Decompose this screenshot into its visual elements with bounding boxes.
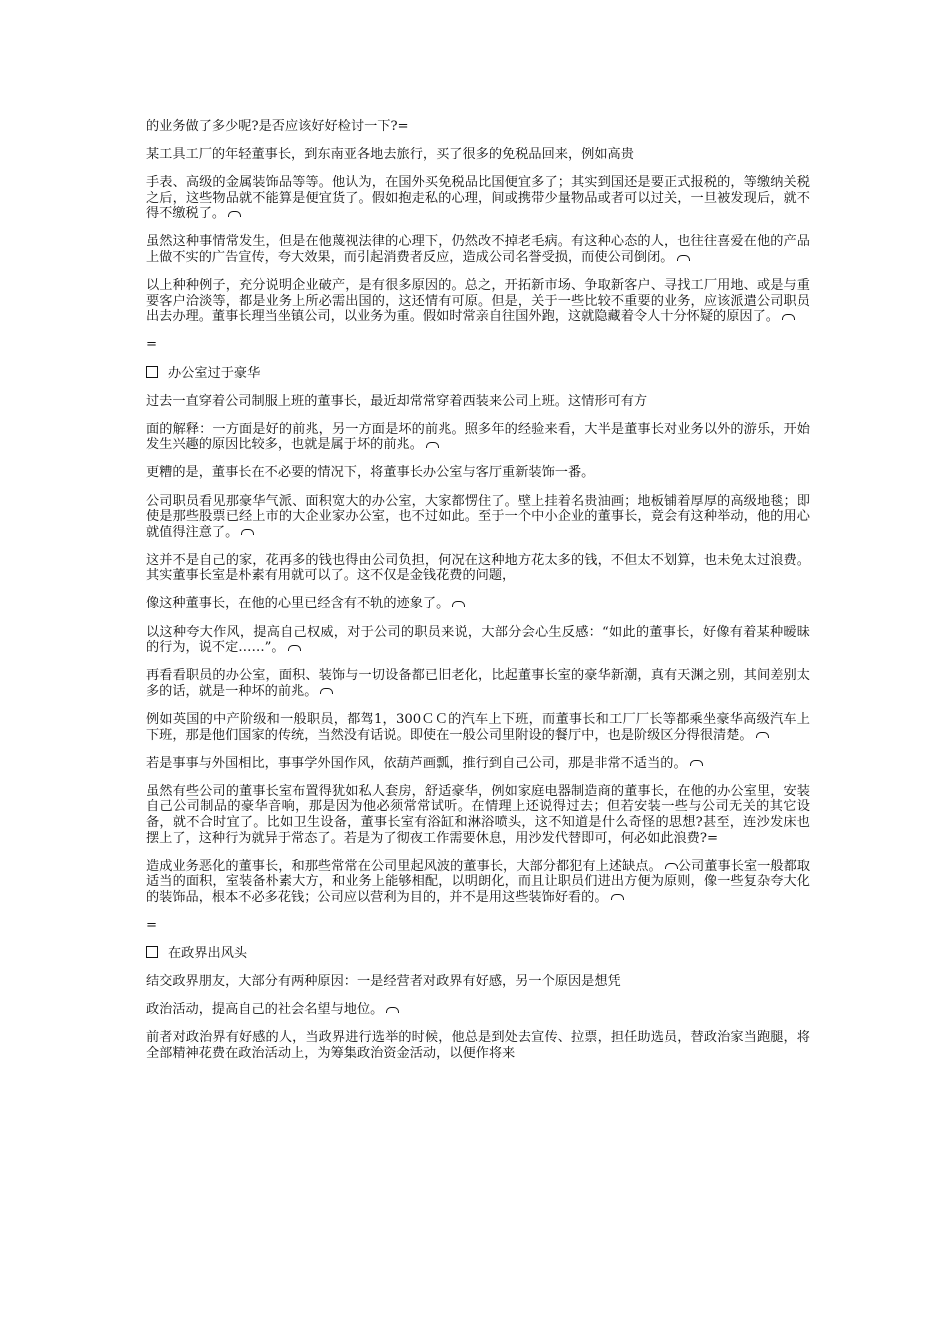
- paragraph: 虽然有些公司的董事长室布置得犹如私人套房，舒适豪华，例如家庭电器制造商的董事长，在他的办公室里，安装自己公司制品的豪华音响，那是因为他必须常常试听。在情理上还说得过去；但若安装一些与公司无关的其它设备，就不合时宜了。比如卫生设备，董事长室有浴缸和淋浴喷头，这不知道是什么奇怪的思想?甚至，连沙发床也摆上了，这种行为就异于常态了。若是为了彻夜工作需要休息，用沙发代替即可，何必如此浪费?=: [146, 783, 810, 846]
- paragraph: 的业务做了多少呢?是否应该好好检讨一下?=: [146, 119, 409, 134]
- paragraph-mark-icon: [228, 211, 241, 217]
- paragraph: 以这种夸大作风，提高自己权威，对于公司的职员来说，大部分会心生反感：“如此的董事长，好像有着某种暧昧的行为，说不定……”。: [146, 624, 810, 656]
- paragraph: 例如英国的中产阶级和一般职员，都驾1，300ＣＣ的汽车上下班，而董事长和工厂厂长等都乘坐豪华高级汽车上下班，那是他们国家的传统，当然没有话说。即使在一般公司里附设的餐厅中，也是阶级区分得很清楚。: [146, 711, 810, 743]
- paragraph: 以上种种例子，充分说明企业破产，是有很多原因的。总之，开拓新市场、争取新客户、寻找工厂用地、或是与重要客户洽淡等，都是业务上所必需出国的，这还情有可原。但是，关于一些比较不重要的业务，应该派遣公司职员出去办理。董事长理当坐镇公司，以业务为重。假如时常亲自往国外跑，这就隐藏着令人十分怀疑的原因了。: [146, 278, 810, 325]
- paragraph-mark-icon: [782, 314, 795, 320]
- paragraph-mark-icon: [690, 760, 703, 766]
- paragraph: 公司职员看见那豪华气派、面积宽大的办公室，大家都愣住了。壁上挂着名贵油画；地板铺着厚厚的高级地毯；即使是那些股票已经上市的大企业家办公室，也不过如此。至于一个中小企业的董事长，竟会有这种举动，他的用心就值得注意了。: [146, 493, 810, 540]
- paragraph-mark-icon: [677, 255, 690, 261]
- paragraph-mark-icon: [756, 732, 769, 738]
- paragraph-mark-icon: [241, 529, 254, 535]
- checkbox-square-icon: [146, 946, 158, 958]
- paragraph: 某工具工厂的年轻董事长，到东南亚各地去旅行，买了很多的免税品回来，例如高贵: [146, 147, 634, 163]
- paragraph-mark-icon: [426, 442, 439, 448]
- paragraph: 再看看职员的办公室，面积、装饰与一切设备都已旧老化，比起董事长室的豪华新潮，真有天渊之别，其间差别太多的话，就是一种坏的前兆。: [146, 668, 810, 699]
- section-heading: 办公室过于豪华: [146, 366, 810, 382]
- paragraph-mark-icon: [665, 863, 678, 869]
- section-heading: 在政界出风头: [146, 946, 810, 962]
- paragraph-mark-icon: [288, 645, 301, 651]
- paragraph: 面的解释：一方面是好的前兆，另一方面是坏的前兆。照多年的经验来看，大半是董事长对业务以外的游乐，开始发生兴趣的原因比较多，也就是属于坏的前兆。: [146, 421, 810, 453]
- paragraph-mark-icon: [611, 894, 624, 900]
- paragraph-mark-icon: [386, 1007, 399, 1013]
- checkbox-square-icon: [146, 366, 158, 378]
- paragraph: 政治活动，提高自己的社会名望与地位。: [146, 1002, 810, 1018]
- paragraph: =: [146, 337, 158, 353]
- paragraph: 前者对政治界有好感的人，当政界进行选举的时候，他总是到处去宣传、拉票，担任助选员，替政治家当跑腿，将全部精神花费在政治活动上，为筹集政治资金活动，以便作将来: [146, 1030, 810, 1061]
- paragraph: 像这种董事长，在他的心里已经含有不轨的迹象了。: [146, 596, 810, 612]
- paragraph-mark-icon: [452, 601, 465, 607]
- paragraph: 手表、高级的金属装饰品等等。他认为，在国外买免税品比国便宜多了；其实到国还是要正式报税的，等缴纳关税之后，这些物品就不能算是便宜货了。假如抱走私的心理，间或携带少量物品或者可以过关，一旦被发现后，就不得不缴税了。: [146, 175, 810, 222]
- paragraph: 过去一直穿着公司制服上班的董事长，最近却常常穿着西装来公司上班。这情形可有方: [146, 393, 648, 409]
- paragraph-mark-icon: [320, 688, 333, 694]
- paragraph: 更糟的是，董事长在不必要的情况下，将董事长办公室与客厅重新装饰一番。: [146, 465, 595, 481]
- paragraph: 虽然这种事情常发生，但是在他蔑视法律的心理下，仍然改不掉老毛病。有这种心态的人，也往往喜爱在他的产品上做不实的广告宣传，夸大效果，而引起消费者反应，造成公司名誉受损，而使公司倒闭。: [146, 234, 810, 266]
- paragraph: 这并不是自己的家，花再多的钱也得由公司负担，何况在这种地方花太多的钱，不但太不划算，也未免太过浪费。其实董事长室是朴素有用就可以了。这不仅是金钱花费的问题，: [146, 552, 810, 584]
- paragraph: =: [146, 917, 158, 933]
- document-page: [146, 119, 810, 1074]
- paragraph: 造成业务恶化的董事长，和那些常常在公司里起风波的董事长，大部分都犯有上述缺点。 公司董事长室一般都取适当的面积，室装备朴素大方，和业务上能够相配，以明朗化，而且让职员们进出方便为原则，像一些复杂夸大化的装饰品，根本不必多花钱；公司应以营利为目的，并不是用这些装饰好看的。: [146, 858, 811, 905]
- paragraph: 若是事事与外国相比，事事学外国作风，依葫芦画瓢，推行到自己公司，那是非常不适当的。: [146, 756, 810, 772]
- paragraph: 结交政界朋友，大部分有两种原因：一是经营者对政界有好感，另一个原因是想凭: [146, 974, 621, 990]
